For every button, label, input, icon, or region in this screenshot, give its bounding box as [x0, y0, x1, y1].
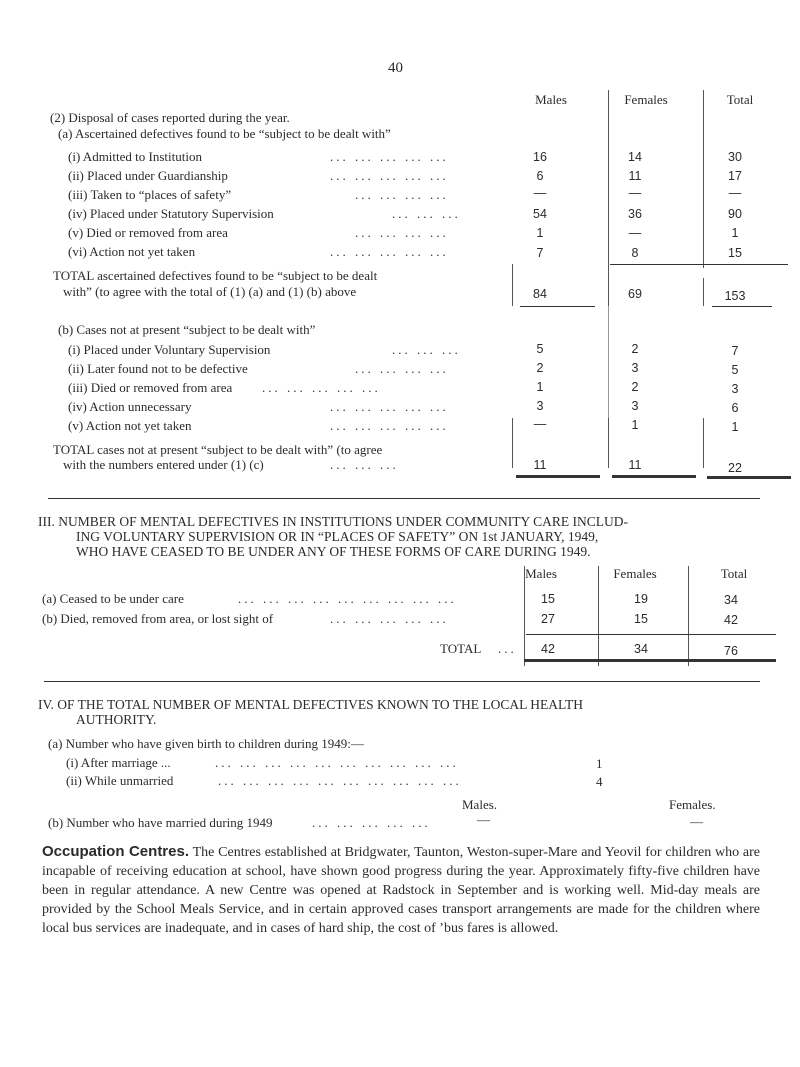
cell-males: 54	[533, 207, 547, 221]
cell-total: 17	[728, 169, 742, 183]
table-row-label: (ii) Placed under Guardianship	[68, 168, 228, 183]
cell-females: 19	[634, 592, 648, 606]
cell-total: 1	[731, 226, 739, 240]
total-a-total: 153	[724, 289, 746, 303]
total-total: 76	[724, 644, 738, 658]
list-item-value: 1	[596, 756, 603, 771]
table-row-label: (ii) Later found not to be defective	[68, 361, 248, 376]
occupation-centres-title: Occupation Centres.	[42, 843, 190, 860]
total-b-females: 11	[628, 458, 642, 472]
table-row-label: (iii) Died or removed from area	[68, 380, 233, 395]
cell-total: —	[728, 186, 742, 200]
cell-females: 2	[631, 342, 639, 356]
cell-females: —	[628, 226, 642, 240]
table-row-label: (v) Died or removed from area	[68, 225, 228, 240]
cell-males: 1	[536, 226, 544, 240]
occupation-centres-paragraph	[42, 842, 760, 938]
section-3-heading-cont: ING VOLUNTARY SUPERVISION OR IN “PLACES OF SAFETY” ON 1st JANUARY, 1949,	[76, 529, 599, 544]
cell-females: 11	[628, 169, 642, 183]
table-row-label: (iv) Action unnecessary	[68, 399, 192, 414]
cell-males: —	[533, 186, 547, 200]
married-males: —	[477, 812, 490, 827]
cell-total: 42	[724, 613, 738, 627]
cell-males: 3	[536, 399, 544, 413]
table-row-label: (i) Placed under Voluntary Supervision	[68, 342, 271, 357]
occupation-centres-text: The Centres established at Bridgwater, Taunton, Weston-super-Mare and Yeovil for children who are incapable of receiving education at school, have shown good progress during the year. Approximately fifty-five children have been in regular attendance. A new Centre was opened at Radstock in September and is working well. Mid-day meals are provided by the School Meals Service, and in certain approved cases transport arrangements are made for the children where local bus services are inadequate, and in cases of hard ship, the cost of ’bus fares is allowed.	[42, 845, 761, 936]
section-3-heading: III. NUMBER OF MENTAL DEFECTIVES IN INSTITUTIONS UNDER COMMUNITY CARE INCLUD-	[38, 514, 629, 529]
list-item-label: (i) After marriage ...	[66, 755, 171, 770]
cell-males: 1	[536, 380, 544, 394]
section-2-heading: (2) Disposal of cases reported during the year.	[50, 110, 290, 125]
total-b-label: TOTAL cases not at present “subject to be dealt with” (to agree	[53, 442, 383, 457]
total-a-label-cont: with” (to agree with the total of (1) (a) and (1) (b) above	[63, 284, 357, 299]
sub-a-heading: (a) Number who have given birth to children during 1949:—	[48, 736, 364, 751]
cell-total: 1	[731, 420, 739, 434]
cell-females: 1	[631, 418, 639, 432]
cell-males: 16	[533, 150, 547, 164]
col-header-total: Total	[726, 92, 754, 107]
col-header-females: Females	[613, 566, 657, 581]
sub-b-heading: (b) Number who have married during 1949	[48, 815, 273, 830]
cell-males: 7	[536, 246, 544, 260]
table-row-label: (vi) Action not yet taken	[68, 244, 196, 259]
total-b-males: 11	[533, 458, 547, 472]
col-header-females: Females	[624, 92, 668, 107]
total-males: 42	[541, 642, 555, 656]
cell-total: 7	[731, 344, 739, 358]
cell-females: 36	[628, 207, 642, 221]
table-row-label: (a) Ceased to be under care	[42, 591, 184, 606]
married-females: —	[690, 814, 703, 829]
total-a-males: 84	[533, 287, 547, 301]
col-header-males: Males.	[462, 797, 498, 812]
cell-females: 15	[634, 612, 648, 626]
cell-females: 3	[631, 399, 639, 413]
col-header-females: Females.	[669, 797, 716, 812]
cell-total: 6	[731, 401, 739, 415]
sub-b-heading: (b) Cases not at present “subject to be dealt with”	[58, 322, 316, 337]
total-females: 34	[634, 642, 648, 656]
list-item-value: 4	[596, 774, 603, 789]
table-row-label: (b) Died, removed from area, or lost sight of	[42, 611, 274, 626]
table-row-label: (v) Action not yet taken	[68, 418, 192, 433]
total-a-label: TOTAL ascertained defectives found to be “subject to be dealt	[53, 268, 378, 283]
col-header-total: Total	[720, 566, 748, 581]
cell-total: 30	[728, 150, 742, 164]
list-item-label: (ii) While unmarried	[66, 773, 174, 788]
cell-males: —	[533, 417, 547, 431]
cell-males: 15	[541, 592, 555, 606]
col-header-males: Males	[535, 92, 567, 107]
cell-females: —	[628, 186, 642, 200]
cell-females: 8	[631, 246, 639, 260]
cell-females: 2	[631, 380, 639, 394]
table-row-label: (iv) Placed under Statutory Supervision	[68, 206, 274, 221]
total-a-females: 69	[628, 287, 642, 301]
total-label: TOTAL	[440, 641, 482, 656]
cell-total: 15	[728, 246, 742, 260]
cell-males: 5	[536, 342, 544, 356]
section-4-heading: IV. OF THE TOTAL NUMBER OF MENTAL DEFECTIVES KNOWN TO THE LOCAL HEALTH	[38, 697, 583, 712]
cell-total: 3	[731, 382, 739, 396]
table-row-label: (i) Admitted to Institution	[68, 149, 202, 164]
table-row-label: (iii) Taken to “places of safety”	[68, 187, 232, 202]
cell-females: 3	[631, 361, 639, 375]
section-3-heading-cont2: WHO HAVE CEASED TO BE UNDER ANY OF THESE FORMS OF CARE DURING 1949.	[76, 544, 591, 559]
section-4-heading-cont: AUTHORITY.	[76, 712, 157, 727]
cell-males: 2	[536, 361, 544, 375]
page-number: 40	[388, 60, 403, 76]
col-header-males: Males	[525, 566, 557, 581]
cell-females: 14	[628, 150, 642, 164]
total-b-label-cont: with the numbers entered under (1) (c)	[63, 457, 264, 472]
cell-males: 27	[541, 612, 555, 626]
total-b-total: 22	[728, 461, 742, 475]
sub-a-heading: (a) Ascertained defectives found to be “subject to be dealt with”	[58, 126, 391, 141]
cell-total: 5	[731, 363, 739, 377]
cell-total: 90	[728, 207, 742, 221]
cell-males: 6	[536, 169, 544, 183]
cell-total: 34	[724, 593, 738, 607]
